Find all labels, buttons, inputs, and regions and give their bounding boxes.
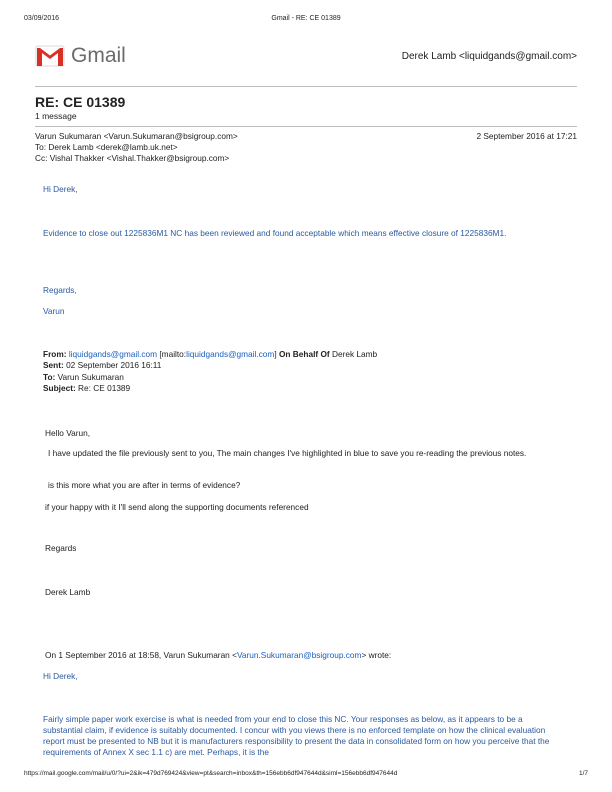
reply-name: Varun <box>43 306 65 316</box>
subject-divider <box>35 126 577 127</box>
derek-regards: Regards <box>45 543 77 553</box>
account-email: Derek Lamb <liquidgands@gmail.com> <box>401 51 577 62</box>
derek-paragraph-2: is this more what you are after in terms of evidence? <box>48 480 241 490</box>
quoted-from-line <box>43 349 377 360</box>
header-divider <box>35 86 577 87</box>
earlier-wrote: > wrote: <box>361 650 392 660</box>
earlier-greeting: Hi Derek, <box>43 671 78 681</box>
print-date: 03/09/2016 <box>24 15 60 22</box>
message-date: 2 September 2016 at 17:21 <box>476 131 577 141</box>
thread-subject: RE: CE 01389 <box>35 94 126 110</box>
quoted-subject-label: Subject: <box>43 383 76 393</box>
derek-greeting: Hello Varun, <box>45 428 91 438</box>
quoted-to-value: Varun Sukumaran <box>57 372 124 382</box>
quoted-sent-value: 02 September 2016 16:11 <box>66 360 162 370</box>
message-count: 1 message <box>35 111 77 121</box>
reply-body: Evidence to close out 1225836M1 NC has been reviewed and found acceptable which means effective closure of 1225836M1. <box>43 228 507 238</box>
earlier-email-link[interactable]: Varun.Sukumaran@bsigroup.com <box>236 650 362 660</box>
gmail-logo[interactable] <box>35 44 65 68</box>
message-to: To: Derek Lamb <derek@lamb.uk.net> <box>35 142 178 152</box>
quoted-subject-line <box>43 383 130 394</box>
derek-name: Derek Lamb <box>45 587 91 597</box>
quoted-mailto-link[interactable]: liquidgands@gmail.com <box>186 349 275 359</box>
quoted-to-label: To: <box>43 372 56 382</box>
quoted-mailto-close: ] <box>274 349 277 359</box>
message-from: Varun Sukumaran <Varun.Sukumaran@bsigroup.com> <box>35 131 238 141</box>
print-footer-url: https://mail.google.com/mail/u/0/?ui=2&ik=479d769424&view=pt&search=inbox&th=156ebb6df947644d&siml=156ebb6df947644d <box>24 770 398 777</box>
quoted-mailto-open: [mailto: <box>159 349 187 359</box>
print-title: Gmail - RE: CE 01389 <box>271 15 341 22</box>
message-cc: Cc: Vishal Thakker <Vishal.Thakker@bsigroup.com> <box>35 153 230 163</box>
gmail-envelope-icon <box>35 44 65 68</box>
quoted-from-email-link[interactable]: liquidgands@gmail.com <box>68 349 158 359</box>
derek-paragraph-3: if your happy with it I'll send along the supporting documents referenced <box>45 502 309 512</box>
earlier-on-text: On 1 September 2016 at 18:58, Varun Sukumaran < <box>45 650 237 660</box>
quoted-sent-line <box>43 360 161 371</box>
quoted-on-behalf-label: On Behalf Of <box>278 349 330 359</box>
quoted-to-line <box>43 372 124 383</box>
derek-paragraph-1: I have updated the file previously sent to you, The main changes I've highlighted in blue to save you re-reading the previous notes. <box>48 448 527 458</box>
reply-regards: Regards, <box>43 285 77 295</box>
print-page-number: 1/7 <box>578 770 588 777</box>
reply-greeting: Hi Derek, <box>43 184 78 194</box>
earlier-attribution <box>45 650 391 661</box>
earlier-body: Fairly simple paper work exercise is what is needed from your end to close this NC. Your responses as below, as it appears to be a substantial claim, if evidence is suitably documented. I concur with you views there is no enforced template on how the clinical evaluation report must be presented to NB but it is manufacturers responsibility to present the data in consolidated form on how you perceive that the requirements of Annex X sec 1.1 c) are met. Perhaps, it is the <box>43 714 550 757</box>
quoted-sent-label: Sent: <box>43 360 64 370</box>
quoted-from-label: From: <box>43 349 67 359</box>
quoted-subject-value: Re: CE 01389 <box>78 383 131 393</box>
quoted-on-behalf-name: Derek Lamb <box>331 349 378 359</box>
gmail-wordmark: Gmail <box>71 44 126 67</box>
